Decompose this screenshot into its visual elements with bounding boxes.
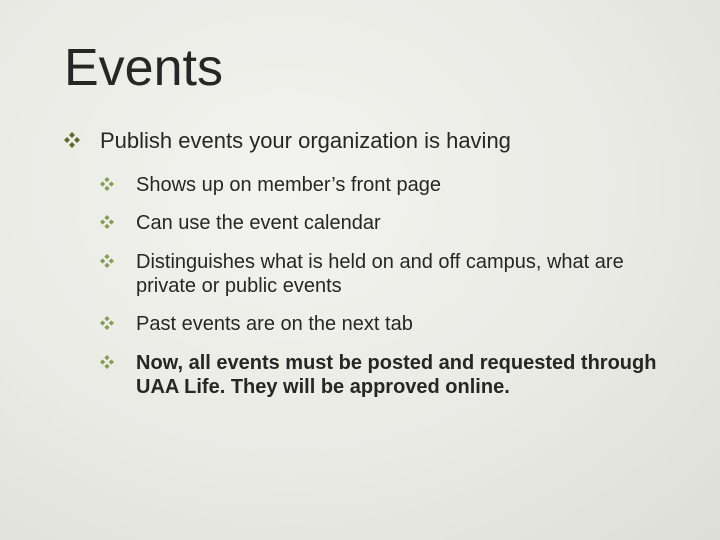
sub-bullet-item [100,211,684,235]
sub-bullet-item [100,173,684,197]
sub-bullet-item [100,312,684,336]
bullet-item [64,128,684,155]
diamond-quad-bullet-icon [100,355,136,369]
sub-bullet-text: Can use the event calendar [136,212,381,235]
sub-bullet-item [100,351,684,400]
diamond-quad-bullet-icon [100,254,136,268]
diamond-quad-bullet-icon [100,316,136,330]
bullet-text: Publish events your organization is having [100,128,511,153]
diamond-quad-bullet-icon [100,177,136,191]
sub-bullet-item [100,250,684,299]
sub-bullet-text: Now, all events must be posted and requested through UAA Life. They will be approved online. [136,351,657,399]
sub-bullet-text: Past events are on the next tab [136,313,413,336]
diamond-quad-bullet-icon [64,132,100,148]
diamond-quad-bullet-icon [100,215,136,229]
sub-bullet-text: Distinguishes what is held on and off campus, what are private or public events [136,250,624,297]
bullet-list [64,128,684,414]
sub-bullet-text: Shows up on member’s front page [136,173,441,196]
slide-title: Events [64,39,223,97]
